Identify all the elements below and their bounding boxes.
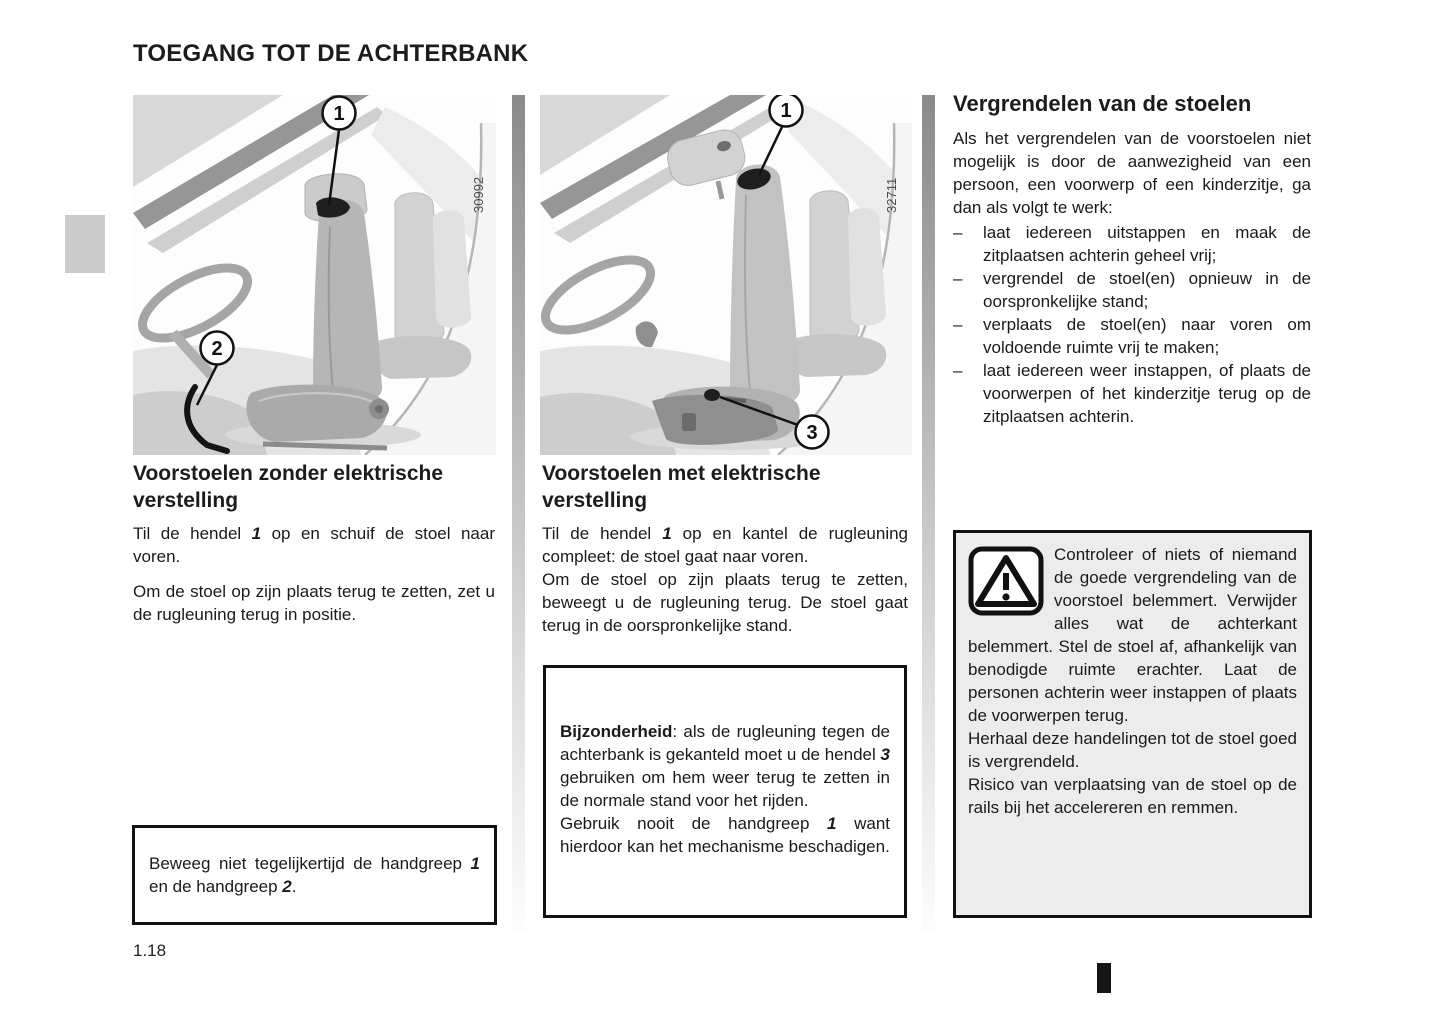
figure-id: 32711 [884,177,899,213]
bullet-dash: – [953,269,963,288]
handle-ref-1: 1 [251,524,262,543]
handle-3-switch [704,389,720,401]
particularity-para2 [560,812,890,858]
column-separator [512,95,525,933]
locking-seats-heading: Vergrendelen van de stoelen [953,91,1252,116]
text-run: want hierdoor kan het mechanisme beschadigen. [560,814,890,856]
electric-seats-para2: Om de stoel op zijn plaats terug te zetten, beweegt u de rugleuning terug. De stoel gaat terug in de oorspronkelijke stand. [542,570,908,635]
rear-cushion [371,336,472,379]
seat-illustration-electric [540,95,912,455]
manual-seats-heading: Voorstoelen zonder elektrische verstelling [133,462,444,512]
text-run: Beweeg niet tegelijkertijd de handgreep [149,854,471,873]
manual-seats-para1 [133,522,495,568]
figure-seat-manual-adjust [133,95,496,455]
text-run: Til de hendel [542,524,663,543]
section-locking-seats [953,90,1311,428]
warning-para3: Risico van verplaatsing van de stoel op de rails bij het accelereren en remmen. [968,775,1297,817]
text-run: op en kantel de rugleuning compleet: de stoel gaat naar voren. [542,524,909,566]
handle-ref-2: 2 [282,877,292,896]
column-separator [922,95,935,933]
text-run: op en schuif de stoel naar voren. [133,524,495,566]
list-item-text: laat iedereen weer instappen, of plaats de voorwerpen of het kinderzitje terug op de zitplaatsen achterin. [983,361,1311,426]
warning-para1: Controleer of niets of niemand de goede vergrendeling van de voorstoel belemmert. Verwijder alles wat de achterkant belemmert. Stel de stoel af, afhankelijk van benodigde ruimte erachter. Laat de personen achterin weer instappen of plaats de voorwerpen terug. [968,545,1297,725]
list-item [953,359,1311,428]
side-panel-detail [682,413,696,431]
manual-seats-para2: Om de stoel op zijn plaats terug te zetten, zet u de rugleuning terug in positie. [133,582,495,624]
page-title: TOEGANG TOT DE ACHTERBANK [133,40,529,67]
note-box-handles [132,825,497,925]
note-box-handles-text [149,852,480,898]
svg-text:1: 1 [780,100,792,122]
figure-id: 30992 [471,176,486,213]
text-run: gebruiken om hem weer terug te zetten in de normale stand voor het rijden. [560,768,890,810]
warning-box [953,530,1312,918]
warning-icon [968,545,1044,617]
section-tab-marker [65,215,105,273]
list-item [953,221,1311,267]
warning-para2: Herhaal deze handelingen tot de stoel goed is vergrendeld. [968,729,1297,771]
list-item-text: verplaats de stoel(en) naar voren om voldoende ruimte vrij te maken; [983,315,1311,357]
print-registration-mark [1097,963,1111,993]
list-item-text: vergrendel de stoel(en) opnieuw in de oorspronkelijke stand; [983,269,1311,311]
list-item [953,313,1311,359]
seat-side-panel [652,395,778,445]
handle-ref-1: 1 [827,814,837,833]
svg-text:3: 3 [806,422,818,444]
text-run: Til de hendel [133,524,252,543]
locking-steps-list [953,221,1311,428]
bullet-dash: – [953,361,963,380]
locking-seats-intro: Als het vergrendelen van de voorstoelen niet mogelijk is door de aanwezigheid van een persoon, een voorwerp of een kinderzitje, ga dan als volgt te werk: [953,129,1311,217]
rear-cushion [786,334,887,377]
list-item [953,267,1311,313]
seat-illustration-manual [133,95,496,455]
electric-seats-para1 [542,522,908,568]
bullet-dash: – [953,223,963,242]
page-number: 1.18 [133,941,167,960]
electric-seats-heading: Voorstoelen met elektrische verstelling [542,462,821,512]
bullet-dash: – [953,315,963,334]
section-manual-seats [133,460,495,626]
recline-knob-center [375,405,383,413]
text-run: . [291,877,297,896]
figure-seat-electric-adjust [540,95,912,455]
handle-ref-3: 3 [880,745,890,764]
handle-ref-1: 1 [470,854,480,873]
particularity-para1 [560,720,890,812]
handle-ref-1: 1 [662,524,672,543]
text-run: : als de rugleuning tegen de achterbank is gekanteld moet u de hendel [560,722,890,764]
section-electric-seats [542,460,908,637]
svg-text:2: 2 [211,338,223,360]
svg-text:1: 1 [333,103,345,125]
particularity-lead: Bijzonderheid [560,722,673,741]
note-box-particularity [543,665,907,918]
text-run: Gebruik nooit de handgreep [560,814,828,833]
list-item-text: laat iedereen uitstappen en maak de zitplaatsen achterin geheel vrij; [983,223,1311,265]
text-run: en de handgreep [149,877,283,896]
